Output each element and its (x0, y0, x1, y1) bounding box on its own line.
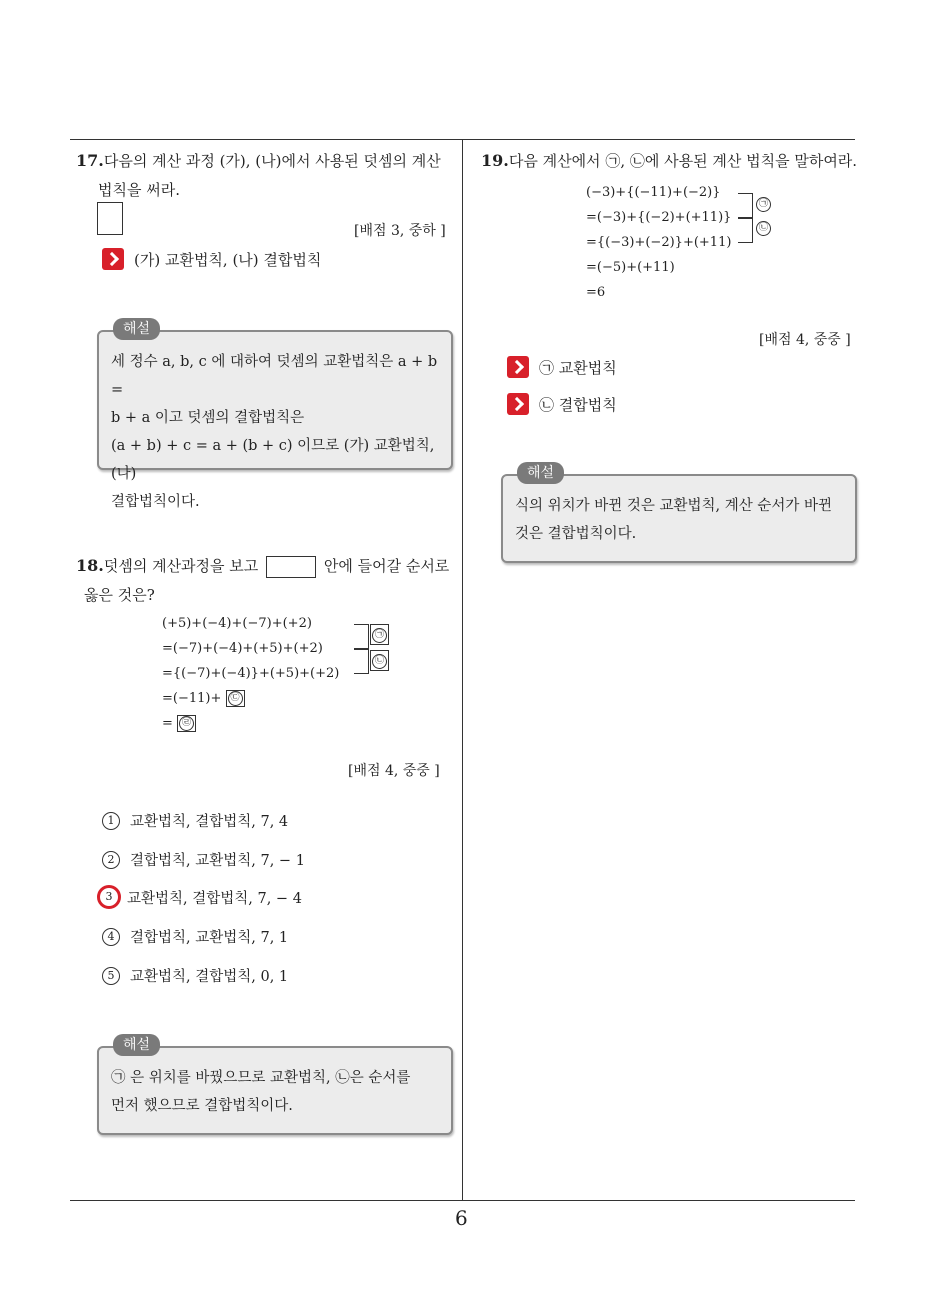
q18-mark-a: ㉠ (372, 628, 387, 643)
q19-answer-text: ㉠ 교환법칙 (539, 358, 617, 377)
q19-math-line: =6 (586, 285, 606, 300)
q17-answer-text: (가) 교환법칙, (나) 결합법칙 (134, 250, 322, 269)
q17-expl-line: (a + b) + c = a + (b + c) 이므로 (가) 교환법칙, (나) (111, 438, 435, 482)
q17-question (76, 146, 460, 205)
q18-mark-c: ㉢ (228, 691, 243, 706)
q17-expl-tag: 해설 (113, 318, 160, 340)
q19-math-line: =(−3)+{(−2)+(+11)} (586, 210, 732, 225)
q19-expl-line: 것은 결합법칙이다. (515, 526, 637, 542)
q18-math-line (162, 715, 196, 732)
q17-text-line1: 다음의 계산 과정 (가), (나)에서 사용된 덧셈의 계산 (103, 152, 441, 170)
page-number: 6 (455, 1206, 468, 1230)
choice-number: 1 (102, 812, 120, 830)
choice-text: 결합법칙, 교환법칙, 7, − 1 (130, 853, 305, 869)
q18-bracket-a (354, 624, 369, 650)
q18-text-line1b: 안에 들어갈 순서로 (323, 557, 450, 575)
q18-text-line2: 옳은 것은? (84, 586, 155, 604)
q18-mark-b-box (370, 650, 389, 671)
q18-choice-3[interactable] (97, 885, 302, 909)
q17-explanation (97, 321, 453, 510)
q18-math-line: ={(−7)+(−4)}+(+5)+(+2) (162, 666, 340, 681)
q19-math-line: =(−5)+(+11) (586, 260, 675, 275)
q18-expl-tag: 해설 (113, 1034, 160, 1056)
choice-number: 5 (102, 967, 120, 985)
q17-expl-line: 결합법칙이다. (111, 494, 200, 510)
q19-question (481, 146, 861, 176)
q18-blank-box (266, 556, 316, 578)
q18-mark-b: ㉡ (372, 654, 387, 669)
q19-answer-2 (507, 393, 617, 415)
choice-number: 2 (102, 851, 120, 869)
q18-math-line5: = (162, 716, 173, 731)
q18-question (76, 551, 460, 610)
q17-expl-line: 세 정수 a, b, c 에 대하여 덧셈의 교환법칙은 a + b = (111, 354, 438, 398)
q18-mark-a-box (370, 624, 389, 645)
q18-expl-line: 먼저 했으므로 결합법칙이다. (111, 1098, 293, 1114)
q19-math-line: ={(−3)+(−2)}+(+11) (586, 235, 732, 250)
choice-number: 4 (102, 928, 120, 946)
q17-expl-line: b + a 이고 덧셈의 결합법칙은 (111, 410, 305, 426)
choice-text: 교환법칙, 결합법칙, 7, 4 (130, 814, 289, 830)
q18-mark-d: ㉣ (179, 716, 194, 731)
choice-text: 교환법칙, 결합법칙, 7, − 4 (127, 890, 302, 907)
q18-number: 18. (76, 556, 104, 575)
q18-text-line1a: 덧셈의 계산과정을 보고 (103, 557, 259, 575)
q19-math-line: (−3)+{(−11)+(−2)} (586, 185, 721, 200)
answer-arrow-icon (507, 356, 529, 378)
choice-number-correct-marked: 3 (97, 885, 121, 909)
q19-mark-b: ㉡ (756, 221, 771, 236)
q18-score: [배점 4, 중중 ] (348, 763, 440, 779)
answer-arrow-icon (102, 248, 124, 270)
q18-math-line: =(−7)+(−4)+(+5)+(+2) (162, 641, 323, 656)
choice-text: 결합법칙, 교환법칙, 7, 1 (130, 930, 289, 946)
column-divider (462, 139, 463, 1201)
q17-number: 17. (76, 151, 104, 170)
q19-bracket-a (738, 193, 753, 219)
q18-blank-d (177, 715, 196, 732)
q18-math-line: (+5)+(−4)+(−7)+(+2) (162, 616, 312, 631)
q18-blank-c (226, 690, 245, 707)
q19-bracket-b (738, 217, 753, 243)
q19-answer-1 (507, 356, 617, 378)
q19-expl-tag: 해설 (517, 462, 564, 484)
q18-math-line (162, 690, 245, 707)
q17-text-line2: 법칙을 써라. (98, 181, 180, 199)
q19-mark-a: ㉠ (756, 197, 771, 212)
q19-answer-text: ㉡ 결합법칙 (539, 395, 617, 414)
q19-expl-line: 식의 위치가 바뀐 것은 교환법칙, 계산 순서가 바뀐 (515, 498, 833, 514)
q18-math-line4: =(−11)+ (162, 691, 222, 706)
answer-arrow-icon (507, 393, 529, 415)
q18-choice-4[interactable] (102, 926, 288, 947)
q19-score: [배점 4, 중중 ] (759, 332, 851, 348)
q17-answer (102, 248, 321, 270)
q17-answer-box[interactable] (97, 202, 123, 235)
q18-choice-1[interactable] (102, 810, 288, 831)
q18-choice-2[interactable] (102, 849, 305, 870)
q18-explanation (97, 1037, 453, 1135)
q19-number: 19. (481, 151, 509, 170)
q18-bracket-b (354, 648, 369, 674)
q19-text: 다음 계산에서 ㉠, ㉡에 사용된 계산 법칙을 말하여라. (508, 152, 858, 170)
bottom-rule (70, 1200, 855, 1201)
q18-choice-5[interactable] (102, 965, 288, 986)
q19-explanation (501, 465, 857, 563)
q18-expl-line: ㉠ 은 위치를 바꿨으므로 교환법칙, ㉡은 순서를 (111, 1070, 411, 1086)
q17-score: [배점 3, 중하 ] (354, 223, 446, 239)
choice-text: 교환법칙, 결합법칙, 0, 1 (130, 969, 289, 985)
